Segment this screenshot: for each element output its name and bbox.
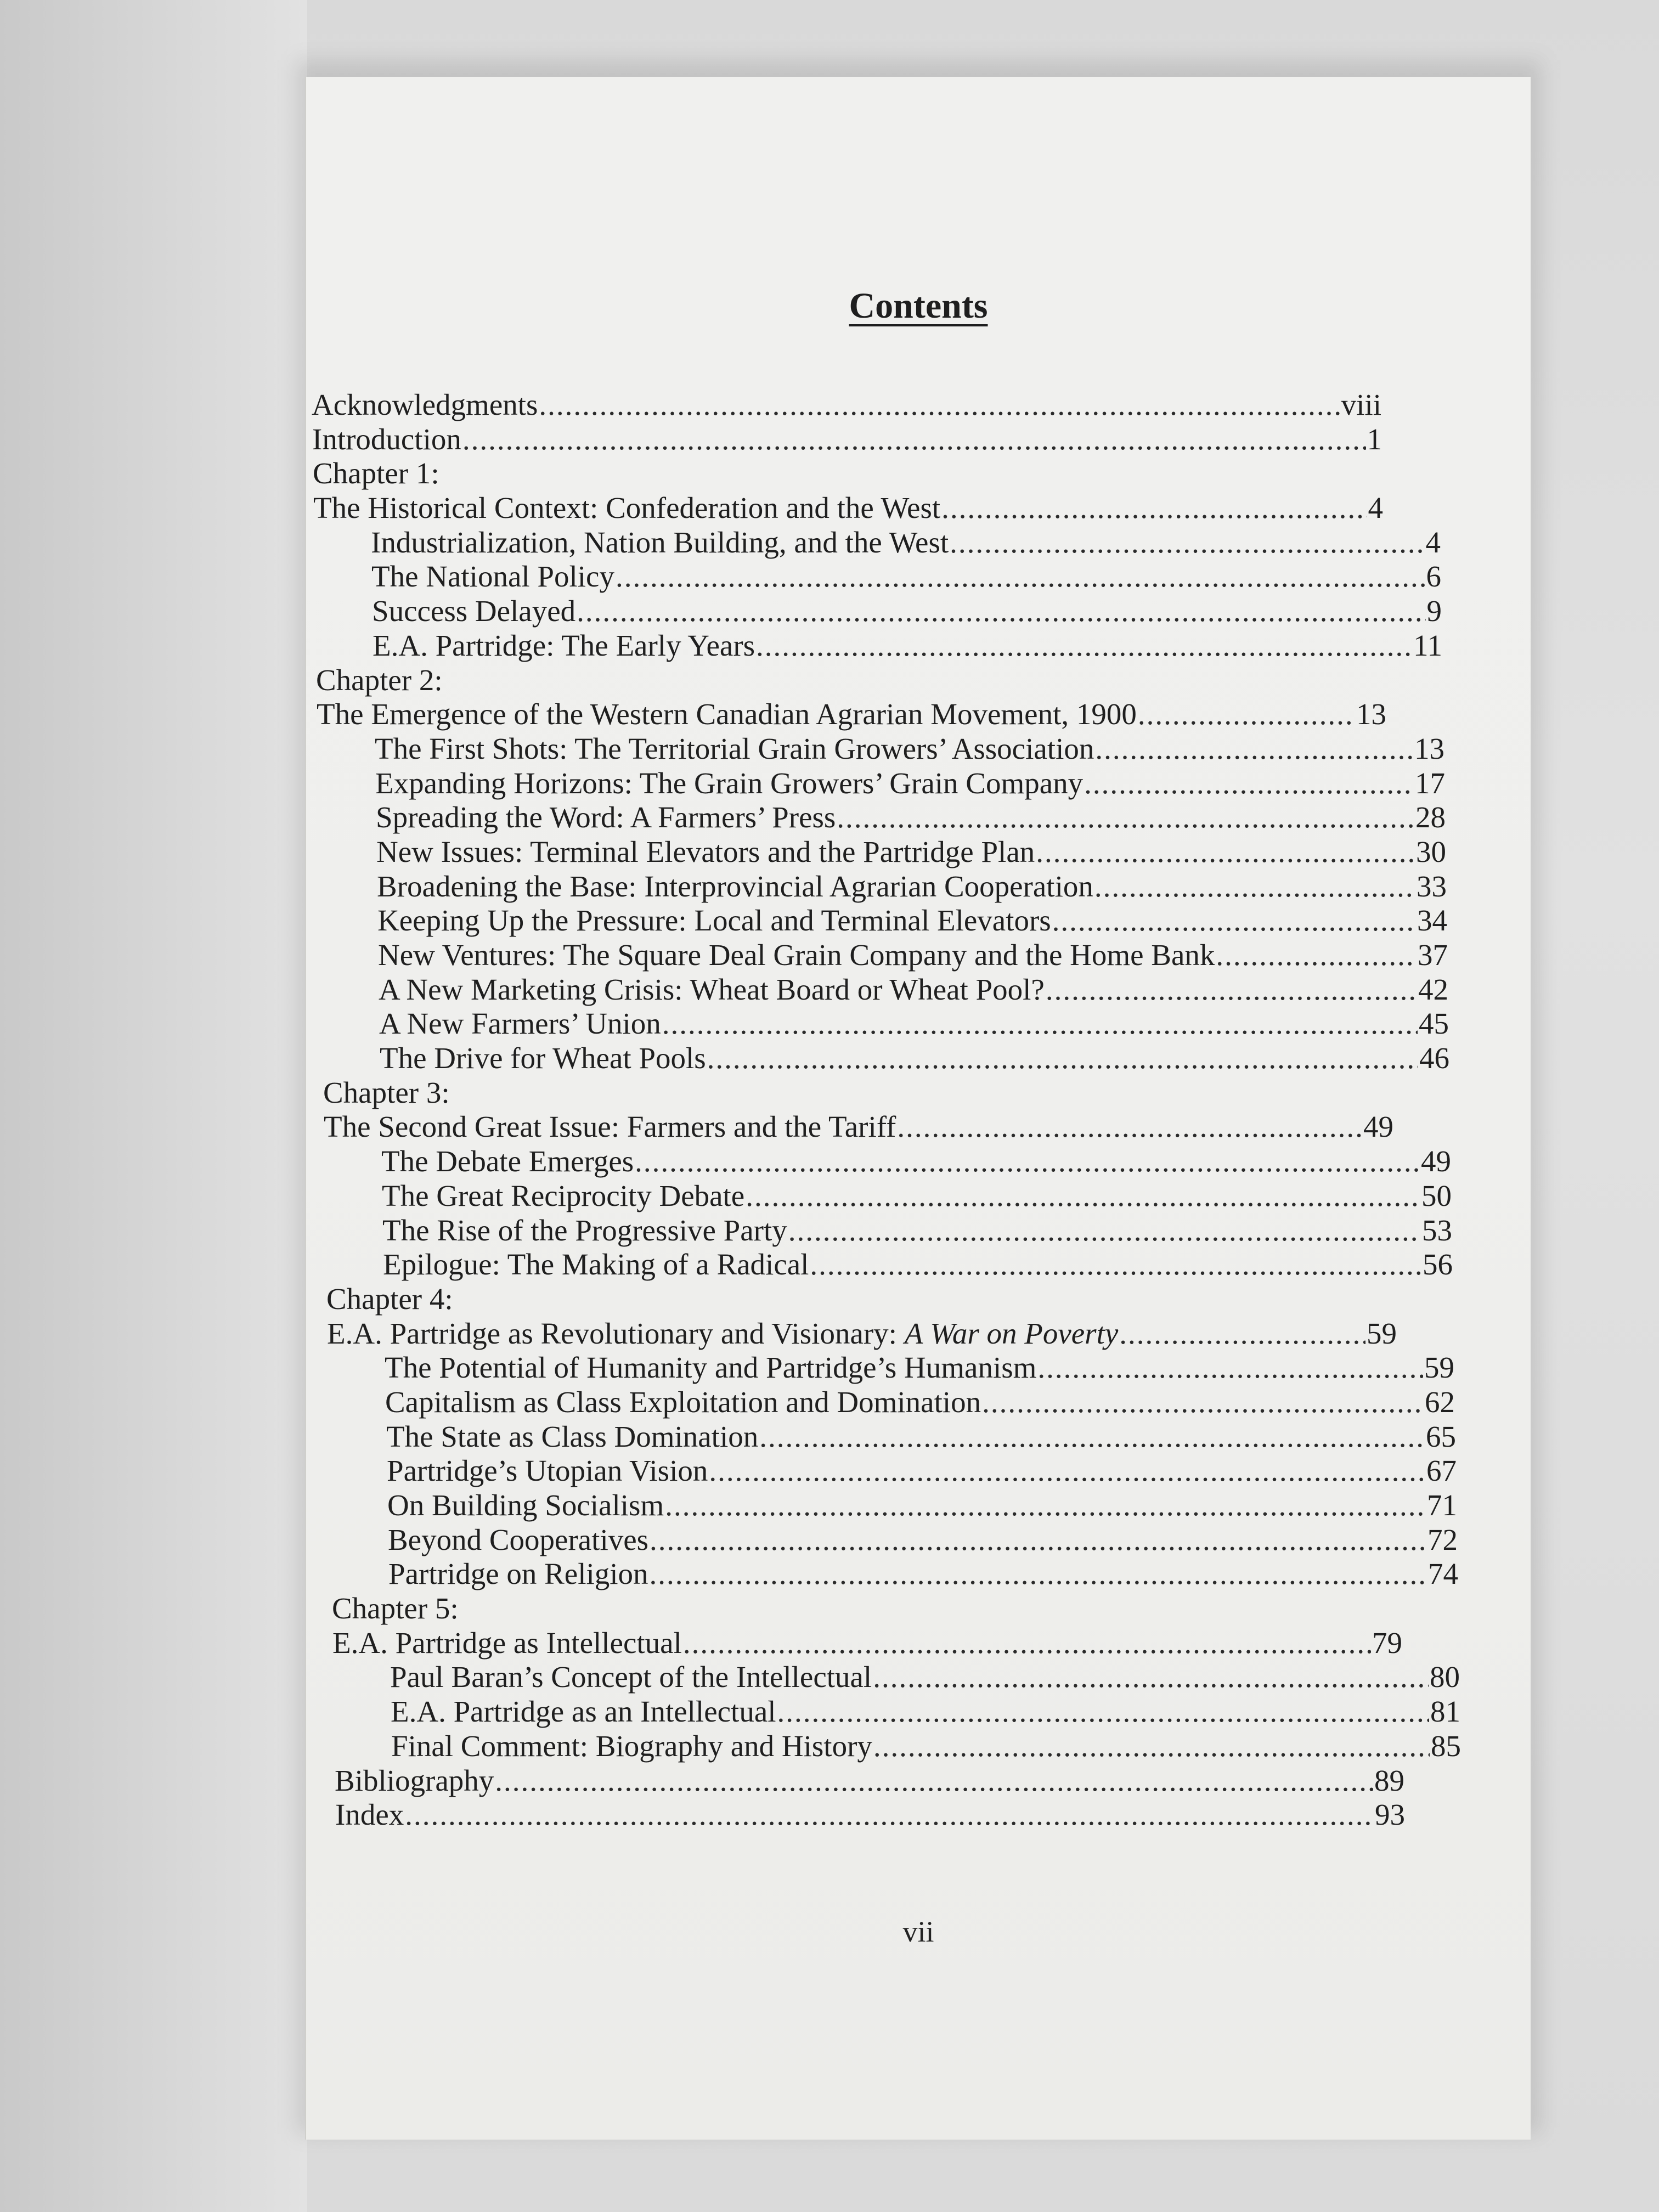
toc-entry-label	[327, 1318, 1118, 1348]
toc-entry	[312, 1799, 1405, 1834]
toc-entry-label	[316, 665, 443, 695]
toc-entry-title: Broadening the Base: Interprovincial Agrarian Cooperation	[377, 869, 1093, 903]
toc-entry-page-number: 71	[1427, 1488, 1457, 1522]
toc-entry-page-number: 81	[1430, 1695, 1460, 1729]
toc-entry-page-number: 72	[1427, 1522, 1458, 1556]
toc-entry-label	[371, 527, 949, 557]
toc-entry-page-number: 17	[1415, 766, 1445, 800]
toc-entry	[312, 1178, 1452, 1215]
toc-entry-label	[377, 871, 1093, 901]
dot-leader	[1084, 768, 1414, 798]
toc-entry-title: Acknowledgments	[312, 388, 538, 421]
dot-leader	[577, 596, 1425, 626]
dot-leader	[777, 1696, 1429, 1726]
toc-entry	[312, 390, 1381, 424]
dot-leader	[650, 1559, 1427, 1589]
toc-entry-label	[335, 1765, 494, 1796]
toc-entry-label	[312, 390, 538, 420]
toc-entry-label	[387, 1455, 708, 1486]
toc-entry	[312, 424, 1382, 459]
toc-entry-title: On Building Socialism	[387, 1488, 664, 1522]
toc-entry	[312, 1421, 1456, 1456]
toc-entry-title: The National Policy	[371, 560, 614, 594]
toc-entry	[312, 1662, 1460, 1696]
toc-entry-title: Partridge’s Utopian Vision	[387, 1454, 708, 1488]
dot-leader	[941, 493, 1367, 523]
toc-entry-title: Spreading the Word: A Farmers’ Press	[376, 800, 836, 834]
toc-entry-page-number: 59	[1367, 1316, 1397, 1350]
toc-entry-page-number: viii	[1341, 388, 1381, 421]
dot-leader	[683, 1628, 1371, 1658]
dot-leader	[462, 424, 1366, 454]
toc-entry-label	[373, 630, 755, 661]
toc-entry	[312, 905, 1447, 940]
toc-entry	[312, 802, 1446, 837]
toc-entry	[312, 1008, 1449, 1043]
toc-entry-title: The First Shots: The Territorial Grain Growers’ Association	[375, 731, 1094, 765]
toc-entry	[312, 1215, 1452, 1250]
dot-leader	[759, 1421, 1425, 1452]
toc-entry-page-number: 46	[1419, 1041, 1449, 1075]
dot-leader	[788, 1215, 1421, 1245]
toc-entry	[312, 1146, 1451, 1181]
toc-entry-page-number: 33	[1417, 869, 1447, 903]
toc-entry	[312, 1559, 1458, 1593]
toc-entry-page-number: 53	[1422, 1213, 1452, 1247]
toc-entry-label	[375, 733, 1094, 764]
toc-entry-title: Final Comment: Biography and History	[391, 1729, 872, 1763]
toc-entry-title: Bibliography	[335, 1763, 494, 1797]
toc-entry-label	[332, 1628, 682, 1658]
toc-entry-page-number: 49	[1363, 1110, 1393, 1144]
toc-entry-label	[385, 1387, 981, 1417]
toc-entry-label	[313, 493, 940, 523]
toc-entry-title: Epilogue: The Making of a Radical	[383, 1248, 809, 1282]
toc-entry-label	[377, 904, 1051, 938]
toc-entry-label	[391, 1731, 872, 1761]
dot-leader	[635, 1146, 1420, 1176]
toc-entry-label	[379, 974, 1045, 1005]
dot-leader	[1094, 871, 1415, 901]
toc-entry-label	[317, 699, 1137, 729]
toc-entry-label	[376, 834, 1035, 868]
dot-leader	[495, 1765, 1373, 1796]
toc-entry-page-number: 6	[1426, 560, 1441, 594]
dot-leader	[1095, 733, 1413, 764]
toc-entry-label	[383, 1248, 809, 1282]
dot-leader	[1119, 1318, 1365, 1348]
toc-entry-label	[386, 1421, 758, 1452]
toc-entry-label	[372, 596, 575, 626]
toc-entry-title: Keeping Up the Pressure: Local and Terminal Elevators	[377, 904, 1051, 938]
toc-entry-title: The Emergence of the Western Canadian Agrarian Movement, 1900	[317, 697, 1137, 731]
toc-entry	[312, 527, 1441, 562]
toc-entry-label	[381, 1146, 634, 1176]
toc-entry-title: Success Delayed	[372, 594, 576, 628]
toc-entry	[312, 1628, 1402, 1662]
toc-entry	[312, 699, 1386, 733]
dot-leader	[897, 1111, 1362, 1142]
dot-leader	[1037, 1352, 1423, 1383]
toc-entry-page-number: 1	[1367, 422, 1382, 456]
toc-entry-label	[379, 1008, 661, 1039]
book-page	[305, 77, 1531, 2140]
toc-entry	[312, 940, 1448, 974]
toc-entry-page-number: 89	[1374, 1763, 1404, 1797]
toc-entry	[312, 1731, 1461, 1765]
toc-chapter-heading	[312, 1077, 1393, 1112]
toc-entry-label	[335, 1799, 404, 1830]
toc-entry	[312, 1352, 1454, 1387]
dot-leader	[405, 1799, 1374, 1830]
dot-leader	[746, 1181, 1420, 1211]
toc-entry-page-number: 50	[1421, 1178, 1452, 1212]
toc-entry	[312, 1111, 1393, 1146]
dot-leader	[837, 802, 1414, 832]
toc-entry-title: Partridge on Religion	[388, 1557, 648, 1591]
toc-entry-page-number: 34	[1417, 904, 1447, 938]
toc-entry-title: A New Marketing Crisis: Wheat Board or Wheat Pool?	[379, 972, 1045, 1006]
table-of-contents	[312, 388, 1461, 1834]
toc-entry	[312, 834, 1446, 871]
toc-entry-page-number: 67	[1426, 1454, 1457, 1488]
toc-entry-label	[390, 1662, 872, 1692]
toc-entry-title: Chapter 2:	[316, 663, 443, 697]
toc-entry-label	[376, 802, 836, 832]
dot-leader	[616, 561, 1425, 591]
toc-entry-title: Index	[335, 1798, 404, 1832]
toc-entry-page-number: 79	[1372, 1626, 1402, 1660]
toc-entry-title: Expanding Horizons: The Grain Growers’ Grain Company	[375, 766, 1084, 800]
toc-entry	[312, 1490, 1457, 1525]
toc-entry-page-number: 85	[1431, 1729, 1461, 1763]
toc-entry	[312, 1387, 1455, 1421]
toc-chapter-heading	[312, 1593, 1402, 1628]
toc-entry-page-number: 13	[1414, 731, 1444, 765]
toc-entry-title: Chapter 3:	[323, 1075, 450, 1109]
toc-entry-page-number: 45	[1419, 1007, 1449, 1041]
toc-entry-title: Paul Baran’s Concept of the Intellectual	[390, 1660, 872, 1694]
dot-leader	[650, 1525, 1426, 1555]
toc-entry-title: New Ventures: The Square Deal Grain Company and the Home Bank	[378, 938, 1215, 972]
dot-leader	[707, 1043, 1418, 1073]
toc-entry	[312, 1696, 1460, 1731]
dot-leader	[1046, 974, 1417, 1005]
toc-entry-label	[387, 1490, 664, 1520]
toc-entry-label	[388, 1522, 649, 1556]
toc-entry-label	[324, 1111, 896, 1142]
toc-entry-page-number: 9	[1426, 594, 1442, 628]
toc-chapter-heading	[312, 458, 1383, 493]
toc-entry-title: The State as Class Domination	[386, 1419, 759, 1453]
toc-entry-title: The Debate Emerges	[381, 1144, 634, 1178]
toc-entry-title: E.A. Partridge as an Intellectual	[391, 1695, 776, 1729]
toc-entry-title: Chapter 1:	[313, 456, 439, 490]
toc-entry-page-number: 13	[1356, 697, 1386, 731]
toc-entry-title: Capitalism as Class Exploitation and Domination	[385, 1385, 981, 1419]
dot-leader	[1036, 837, 1415, 867]
toc-entry-label	[375, 768, 1083, 798]
toc-entry-page-number: 30	[1416, 834, 1446, 868]
toc-entry	[312, 596, 1442, 630]
toc-entry	[312, 1318, 1397, 1353]
toc-entry-page-number: 49	[1421, 1144, 1451, 1178]
toc-entry	[312, 733, 1444, 768]
toc-entry-page-number: 80	[1430, 1660, 1460, 1694]
toc-entry-label	[371, 560, 614, 594]
dot-leader	[539, 390, 1340, 420]
toc-entry-page-number: 4	[1368, 491, 1383, 525]
toc-entry-page-number: 37	[1418, 938, 1448, 972]
toc-entry	[312, 768, 1445, 803]
toc-entry	[312, 1043, 1449, 1077]
toc-entry-title: The Great Reciprocity Debate	[382, 1178, 745, 1212]
dot-leader	[756, 630, 1412, 661]
dot-leader	[873, 1662, 1429, 1692]
toc-entry-label	[313, 458, 439, 488]
toc-entry-title-italic: A War on Poverty	[904, 1316, 1119, 1350]
toc-entry-label	[323, 1077, 450, 1108]
toc-entry-label	[388, 1559, 648, 1589]
toc-entry-title: The Second Great Issue: Farmers and the Tariff	[324, 1110, 896, 1144]
toc-entry-page-number: 62	[1425, 1385, 1455, 1419]
toc-entry-title: The Drive for Wheat Pools	[380, 1041, 706, 1075]
toc-entry-title: E.A. Partridge as Revolutionary and Visionary:	[327, 1316, 905, 1350]
toc-entry	[312, 974, 1448, 1009]
toc-entry-title: Chapter 4:	[326, 1282, 453, 1316]
toc-entry-label	[385, 1352, 1036, 1383]
dot-leader	[1138, 699, 1355, 729]
toc-entry-page-number: 65	[1426, 1419, 1456, 1453]
toc-entry-title: A New Farmers’ Union	[379, 1007, 661, 1041]
toc-entry-page-number: 59	[1424, 1351, 1454, 1385]
dot-leader	[665, 1490, 1426, 1520]
toc-entry-title: Beyond Cooperatives	[388, 1522, 649, 1556]
toc-entry-page-number: 28	[1415, 800, 1446, 834]
toc-entry-label	[378, 940, 1215, 970]
toc-entry	[312, 1455, 1457, 1490]
toc-entry-page-number: 11	[1413, 628, 1442, 662]
toc-entry-title: The Historical Context: Confederation and the West	[313, 491, 941, 525]
toc-entry-page-number: 56	[1423, 1248, 1453, 1282]
toc-entry	[312, 561, 1441, 596]
toc-entry-title: Chapter 5:	[332, 1592, 459, 1626]
dot-leader	[873, 1731, 1430, 1761]
toc-entry-page-number: 74	[1428, 1557, 1458, 1591]
toc-entry	[312, 630, 1442, 665]
toc-entry-title: Introduction	[312, 422, 461, 456]
toc-chapter-heading	[312, 1284, 1396, 1318]
toc-entry-page-number: 93	[1375, 1798, 1405, 1832]
toc-entry-page-number: 42	[1418, 972, 1448, 1006]
toc-entry-label	[312, 424, 461, 454]
toc-entry-title: E.A. Partridge as Intellectual	[332, 1626, 682, 1660]
dot-leader	[1052, 905, 1416, 935]
toc-entry	[312, 493, 1383, 527]
toc-entry-label	[382, 1178, 745, 1212]
toc-entry-title: The Rise of the Progressive Party	[382, 1213, 787, 1247]
toc-entry-title: E.A. Partridge: The Early Years	[373, 628, 755, 662]
toc-entry-label	[391, 1695, 776, 1729]
dot-leader	[1216, 940, 1417, 970]
toc-entry-label	[332, 1592, 459, 1626]
toc-entry-title: Industrialization, Nation Building, and the West	[371, 525, 949, 559]
background-left	[0, 0, 307, 2212]
toc-entry	[312, 1522, 1458, 1559]
dot-leader	[950, 527, 1424, 557]
page-title-text: Contents	[849, 286, 988, 326]
toc-entry	[312, 1249, 1453, 1284]
dot-leader	[662, 1008, 1418, 1039]
toc-entry-page-number: 4	[1425, 525, 1441, 559]
dot-leader	[810, 1249, 1421, 1279]
dot-leader	[709, 1455, 1425, 1486]
toc-entry-title: New Issues: Terminal Elevators and the Partridge Plan	[376, 834, 1035, 868]
toc-entry-label	[326, 1284, 453, 1314]
toc-entry	[312, 871, 1447, 906]
toc-entry-label	[382, 1215, 787, 1245]
page-title	[306, 285, 1531, 327]
toc-chapter-heading	[312, 665, 1386, 699]
toc-entry-label	[380, 1043, 706, 1073]
page-number: vii	[902, 1915, 934, 1948]
toc-entry	[312, 1765, 1404, 1800]
dot-leader	[982, 1387, 1424, 1417]
toc-entry-title: The Potential of Humanity and Partridge’s Humanism	[385, 1351, 1037, 1385]
